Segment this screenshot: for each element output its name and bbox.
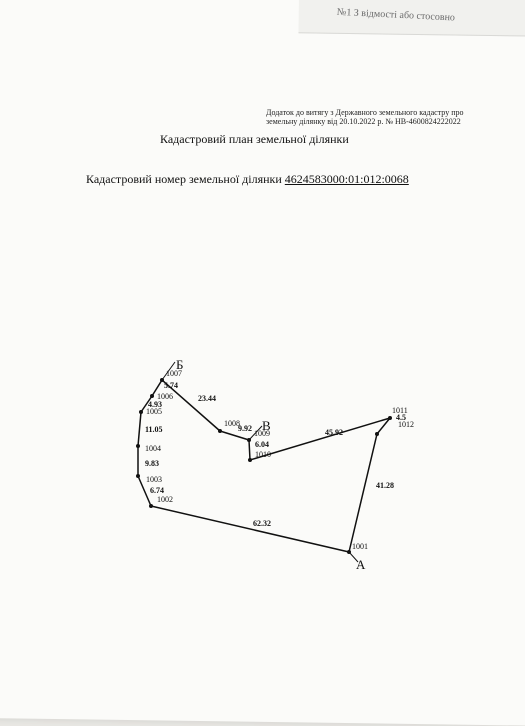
segment-label-1009-1010: 6.04 (255, 440, 269, 449)
point-label-1009: 1009 (254, 429, 270, 438)
segment-label-1002-1003: 6.74 (150, 486, 164, 495)
vertex-1008 (218, 429, 222, 433)
vertex-1002 (149, 504, 153, 508)
point-label-1007: 1007 (166, 369, 182, 378)
corner-label-v: В (262, 418, 271, 433)
vertex-1004 (136, 444, 140, 448)
cadastral-number-label: Кадастровий номер земельної ділянки (86, 172, 282, 186)
point-label-1001: 1001 (352, 542, 368, 551)
vertex-1005 (139, 410, 143, 414)
point-label-1008: 1008 (224, 419, 240, 428)
corner-label-a: А (356, 557, 366, 572)
segment-label-1008-1009: 9.92 (238, 424, 252, 433)
point-label-1011: 1011 (392, 406, 408, 415)
corner-label-b: Б (176, 357, 184, 372)
point-label-1002: 1002 (157, 495, 173, 504)
addendum-note: Додаток до витягу з Державного земельного кадастру про земельну ділянку від 20.10.2022 р. № НВ-4600824222022 (266, 108, 464, 126)
vertex-1003 (136, 474, 140, 478)
point-label-1006: 1006 (157, 392, 173, 401)
vertex-1001 (347, 550, 351, 554)
vertex-1010 (248, 458, 252, 462)
plan-title: Кадастровий план земельної ділянки (160, 132, 349, 146)
segment-label-1007-1008: 23.44 (198, 394, 216, 403)
segment-label-1010-1011: 45.92 (325, 428, 343, 437)
segment-label-1011-1012: 4.5 (396, 413, 406, 422)
segment-label-1004-1005: 11.05 (145, 425, 163, 434)
cadastral-number-value: 4624583000:01:012:0068 (284, 172, 409, 186)
segment-label-1012-1001: 41.28 (376, 481, 394, 490)
segment-label-1003-1004: 9.83 (145, 459, 159, 468)
segment-label-1005-1006: 4.93 (148, 400, 162, 409)
point-label-1010: 1010 (255, 450, 271, 459)
vertex-1009 (247, 438, 251, 442)
vertex-1011 (388, 416, 392, 420)
point-label-1012: 1012 (398, 420, 414, 429)
vertex-1006 (150, 394, 154, 398)
segment-label-1001-1002: 62.32 (253, 519, 271, 528)
segment-label-1006-1007: 5.74 (164, 381, 178, 390)
point-label-1004: 1004 (145, 444, 161, 453)
point-label-1005: 1005 (146, 407, 162, 416)
point-label-1003: 1003 (146, 475, 162, 484)
underlying-page-text: №1 З відмості або стосовно (336, 6, 456, 24)
vertex-1012 (375, 432, 379, 436)
